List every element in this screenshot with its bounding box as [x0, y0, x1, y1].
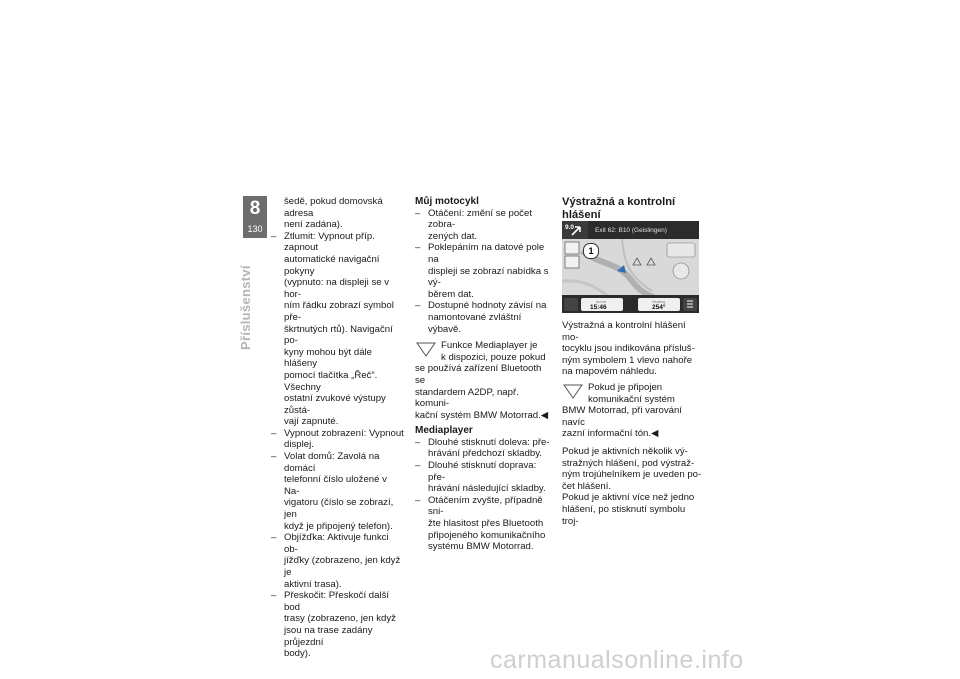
- list-item-line: ním řádku zobrazí symbol pře-: [284, 300, 394, 323]
- arrival-time: 15:46: [590, 304, 607, 311]
- note-text: standardem A2DP, např. komuni-: [415, 386, 519, 410]
- note-text: komunikační systém: [588, 393, 675, 405]
- paragraph-line: tocyklu jsou indikována přísluš-: [562, 343, 695, 355]
- paragraph-line: ným trojúhelníkem je uveden po-: [562, 469, 702, 481]
- note-text: kační systém BMW Motorrad.◀: [415, 409, 549, 421]
- list-item-line: pomocí tlačítka „Řeč“. Všechny: [284, 369, 378, 393]
- heading-label: Heading: [652, 300, 666, 304]
- list-item-line: běrem dat.: [428, 288, 474, 300]
- list-dash: –: [271, 230, 277, 242]
- page-number: 130: [247, 224, 263, 234]
- section-heading: Můj motocykl: [415, 196, 479, 207]
- note-block: [562, 382, 702, 405]
- list-item-line: Dostupné hodnoty závisí na: [428, 300, 547, 312]
- list-item-line: telefonní číslo uložené v Na-: [284, 474, 387, 497]
- list-dash: –: [415, 460, 421, 472]
- column-3: [562, 196, 702, 527]
- warning-marker: 1: [583, 243, 599, 259]
- column-2: [415, 196, 550, 553]
- list-item-line: kyny mohou být dále hlášeny: [284, 346, 372, 370]
- list-item-line: Přeskočit: Přeskočí další bod: [284, 590, 390, 613]
- list-dash: –: [415, 207, 421, 219]
- paragraph-line: Výstražná a kontrolní hlášení mo-: [562, 320, 686, 343]
- chapter-number: 8: [249, 198, 261, 219]
- note-text: zazní informační tón.◀: [562, 428, 659, 440]
- note-icon: [562, 382, 584, 400]
- list-item: [271, 428, 405, 451]
- list-item-line: Ztlumit: Vypnout příp. zapnout: [284, 230, 375, 254]
- list-item-line: jížďky (zobrazeno, jen když je: [284, 555, 401, 578]
- list-item-line: připojeného komunikačního: [428, 529, 546, 541]
- list-item-line: Dlouhé stisknutí doleva: pře-: [428, 436, 550, 448]
- list-item-line: jsou na trase zadány průjezdní: [284, 624, 373, 648]
- list-dash: –: [271, 590, 277, 602]
- col1-list: [271, 231, 405, 660]
- list-item-line: Poklepáním na datové pole na: [428, 242, 545, 265]
- list-item-line: (vypnuto: na displeji se v hor-: [284, 277, 390, 300]
- list-item-line: body).: [284, 648, 311, 660]
- list-item-line: systému BMW Motorrad.: [428, 541, 534, 553]
- list-item-line: Objížďka: Aktivuje funkci ob-: [284, 532, 389, 555]
- paragraph: [562, 320, 702, 378]
- list-item-line: aktivní trasa).: [284, 578, 342, 590]
- list-item: [415, 460, 550, 495]
- list-dash: –: [271, 427, 277, 439]
- paragraph-line: čet hlášení.: [562, 480, 612, 492]
- list-item-line: displej.: [284, 439, 314, 451]
- note-text: BMW Motorrad, při varování navíc: [562, 405, 682, 428]
- list-item: [271, 590, 405, 660]
- list-item: [271, 532, 405, 590]
- note-text: k dispozici, pouze pokud: [441, 351, 546, 363]
- note-text: Funkce Mediaplayer je: [441, 340, 538, 352]
- col2-list-2: [415, 437, 550, 553]
- list-item-line: Dlouhé stisknutí doprava: pře-: [428, 460, 537, 483]
- list-item: [415, 437, 550, 460]
- list-item-line: trasy (zobrazeno, jen když: [284, 613, 396, 625]
- list-item: [415, 300, 550, 335]
- column-1: [271, 196, 405, 660]
- list-item-line: displeji se zobrazí nabídka s vý-: [428, 265, 549, 289]
- continued-text: není zadána).: [284, 219, 343, 231]
- list-item-line: namontované zvláštní výbavě.: [428, 311, 522, 335]
- section-heading: Mediaplayer: [415, 425, 473, 437]
- note-text: Pokud je připojen: [588, 381, 663, 393]
- note-icon: [415, 340, 437, 358]
- list-dash: –: [415, 436, 421, 448]
- list-item-line: Vypnout zobrazení: Vypnout: [284, 427, 404, 439]
- list-item-line: Volat domů: Zavolá na domácí: [284, 451, 380, 474]
- exit-label: Exit 62: B10 (Geislingen): [595, 227, 667, 234]
- list-dash: –: [415, 242, 421, 254]
- list-item-line: hrávání předchozí skladby.: [428, 448, 542, 460]
- watermark: carmanualsonline.info: [490, 646, 744, 674]
- arrival-label: Arrival: [596, 300, 606, 304]
- list-item: [415, 495, 550, 553]
- title-line: hlášení: [562, 208, 601, 221]
- note-text: se používá zařízení Bluetooth se: [415, 363, 542, 386]
- list-item-line: škrtnutých rtů). Navigační po-: [284, 323, 393, 347]
- col2-list-1: [415, 208, 550, 336]
- paragraph-line: Pokud je aktivní více než jedno: [562, 492, 695, 504]
- navigator-screenshot: [562, 221, 699, 313]
- list-item-line: Otáčením zvyšte, případně sni-: [428, 494, 543, 518]
- paragraph-line: hlášení, po stisknutí symbolu troj-: [562, 503, 686, 527]
- paragraph-line: Pokud je aktivních několik vý-: [562, 445, 688, 457]
- list-item-line: zených dat.: [428, 230, 478, 242]
- list-item: [415, 242, 550, 300]
- list-item-line: když je připojený telefon).: [284, 520, 393, 532]
- list-item-line: žte hlasitost přes Bluetooth: [428, 518, 544, 530]
- list-dash: –: [271, 532, 277, 544]
- speed-value: 9.0: [565, 224, 575, 231]
- section-title: [562, 196, 702, 221]
- list-dash: –: [415, 494, 421, 506]
- list-item-line: automatické navigační pokyny: [284, 253, 380, 277]
- paragraph-line: na mapovém náhledu.: [562, 366, 657, 378]
- list-dash: –: [271, 451, 277, 463]
- chapter-side-label: Příslušenství: [238, 265, 253, 350]
- continued-text: šedě, pokud domovská adresa: [284, 196, 383, 219]
- paragraph: [562, 446, 702, 527]
- paragraph-line: ným symbolem 1 vlevo nahoře: [562, 354, 693, 366]
- title-line: Výstražná a kontrolní: [562, 196, 676, 208]
- note-block: [415, 340, 550, 363]
- paragraph-line: stražných hlášení, pod výstraž-: [562, 457, 695, 469]
- list-item: [271, 231, 405, 428]
- list-item: [271, 451, 405, 532]
- list-item-line: vají zapnuté.: [284, 416, 339, 428]
- list-item-line: vigatoru (číslo se zobrazí, jen: [284, 497, 394, 521]
- heading-value: 254°: [652, 304, 666, 311]
- list-item-line: hrávání následující skladby.: [428, 483, 546, 495]
- list-item-line: Otáčení: změní se počet zobra-: [428, 207, 532, 231]
- list-dash: –: [415, 300, 421, 312]
- list-item: [415, 208, 550, 243]
- list-item-line: ostatní zvukové výstupy zůstá-: [284, 393, 386, 416]
